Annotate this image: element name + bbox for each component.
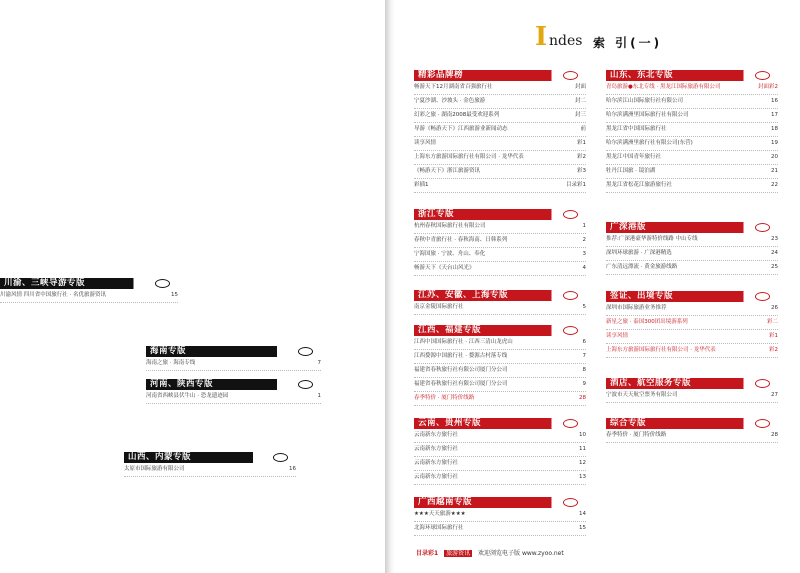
index-entry[interactable]	[606, 233, 778, 247]
index-entry[interactable]	[414, 109, 586, 123]
entry-text: 福建省春秋旅行社有限公司厦门分公司	[414, 367, 508, 373]
section-title: 河南、陕西专版	[150, 379, 214, 389]
section-header	[606, 418, 778, 429]
section-guangdong	[606, 222, 778, 275]
index-entry[interactable]	[606, 109, 778, 123]
circle-icon	[298, 380, 313, 389]
circle-icon	[298, 347, 313, 356]
entry-page: 14	[577, 508, 586, 521]
entry-page: 27	[769, 389, 778, 402]
entry-text: 河南省西峡县伏牛山 · 恐龙遗迹园	[146, 393, 229, 399]
entry-page: 目录彩1	[564, 179, 586, 192]
entry-text: 宁波市天天航空票务有限公司	[606, 392, 678, 398]
footer-site-link[interactable]: 欢迎浏览电子版 www.zyoo.net	[478, 550, 564, 557]
section-shandong	[606, 70, 778, 193]
entry-text: 牡丹江国旅 · 镜泊湖	[606, 168, 656, 174]
circle-icon	[563, 71, 578, 80]
circle-icon	[563, 419, 578, 428]
index-entry[interactable]	[606, 81, 778, 95]
index-entry[interactable]	[606, 165, 778, 179]
section-jiangxi	[414, 325, 586, 406]
section-header	[414, 209, 586, 220]
entry-text: 宁海国旅 · 宁波、舟山、奉化	[414, 251, 486, 257]
circle-icon	[755, 223, 770, 232]
section-title: 山西、内蒙专版	[128, 452, 192, 462]
section-sichuan	[0, 278, 178, 303]
entry-text: 深圳市国际旅游业务推荐	[606, 305, 667, 311]
entry-page: 5	[581, 301, 587, 314]
entry-page: 24	[769, 247, 778, 260]
section-jiangsu	[414, 290, 586, 315]
index-entry[interactable]	[414, 457, 586, 471]
circle-icon	[273, 453, 288, 462]
index-entry[interactable]	[414, 443, 586, 457]
entry-page: 28	[769, 429, 778, 442]
entry-text: 畅游天下《天台山风光》	[414, 265, 475, 271]
index-entry[interactable]	[414, 301, 586, 315]
section-title: 广深港版	[610, 222, 647, 232]
entry-page: 20	[769, 151, 778, 164]
entry-page: 25	[769, 261, 778, 274]
section-title: 江苏、安徽、上海专版	[418, 290, 509, 300]
section-title: 山东、东北专版	[610, 70, 674, 80]
entry-text: 川渝风情 四川省中国旅行社 · 名优旅游资讯	[0, 292, 106, 298]
section-header	[606, 291, 778, 302]
section-qianzheng	[606, 291, 778, 358]
entry-text: 哈尔滨满洲里国际旅行社有限公司	[606, 112, 689, 118]
entry-text: 深圳环球旅游 · 广深港精选	[606, 250, 672, 256]
entry-page: 2	[581, 234, 587, 247]
title-rest: ndes	[549, 33, 583, 49]
entry-page: 16	[769, 95, 778, 108]
footer-brand: 旅游资讯	[446, 550, 471, 557]
circle-icon	[563, 210, 578, 219]
entry-page: 19	[769, 137, 778, 150]
entry-page: 9	[581, 378, 587, 391]
index-entry[interactable]	[606, 316, 778, 330]
entry-text: 哈尔滨江山国际旅行社有限公司	[606, 98, 684, 104]
index-entry[interactable]	[414, 81, 586, 95]
entry-page: 17	[769, 109, 778, 122]
section-header	[0, 278, 178, 289]
entry-text: 江西中国国际旅行社 · 江西三清山龙虎山	[414, 339, 513, 345]
entry-text: 黑龙江省松花江旅游旅行社	[606, 182, 673, 188]
index-entry[interactable]	[414, 220, 586, 234]
section-title: 广西越南专版	[418, 497, 473, 507]
entry-page: 16	[287, 463, 296, 476]
index-entry[interactable]	[414, 262, 586, 276]
section-title: 精彩品牌榜	[418, 70, 464, 80]
entry-page: 23	[769, 233, 778, 246]
entry-text: 宁夏沙湖、沙坡头 · 金色旅游	[414, 98, 486, 104]
entry-text: 云南新东方旅行社	[414, 446, 459, 452]
entry-text: 彩插1	[414, 182, 429, 188]
entry-page: 6	[581, 336, 587, 349]
circle-icon	[755, 71, 770, 80]
entry-text: ★★★天天旅游★★★	[414, 511, 466, 517]
index-entry[interactable]	[606, 123, 778, 137]
entry-page: 26	[769, 302, 778, 315]
entry-text: 南京金陵国际旅行社	[414, 304, 464, 310]
section-title: 综合专版	[610, 418, 647, 428]
section-jiudian	[606, 378, 778, 403]
index-entry[interactable]	[606, 344, 778, 358]
entry-page: 15	[169, 289, 178, 302]
section-header	[414, 497, 586, 508]
entry-page: 10	[577, 429, 586, 442]
entry-text: 北海环球国际旅行社	[414, 525, 464, 531]
entry-page: 11	[577, 443, 586, 456]
section-header	[414, 290, 586, 301]
entry-text: 幻彩之旅 · 湖南2008最受欢迎系列	[414, 112, 500, 118]
entry-text: 畅游天下12月湖南省百强旅行社	[414, 84, 493, 90]
entry-text: 福建省春秋旅行社有限公司厦门分公司	[414, 381, 508, 387]
section-zhejiang	[414, 209, 586, 276]
circle-icon	[755, 419, 770, 428]
section-title: 签证、出境专版	[610, 291, 674, 301]
index-entry[interactable]	[414, 151, 586, 165]
entry-text: 哈尔滨满洲里旅行社有限公司(东营)	[606, 140, 693, 146]
title-chinese: 索 引(一)	[593, 36, 663, 50]
entry-page: 12	[577, 457, 586, 470]
circle-icon	[563, 326, 578, 335]
entry-page: 1	[581, 220, 587, 233]
circle-icon	[755, 292, 770, 301]
index-entry[interactable]	[414, 165, 586, 179]
footer-page-label: 目录彩1	[416, 550, 439, 557]
entry-text: 太原市国际旅游有限公司	[124, 466, 185, 472]
section-hainan	[146, 346, 321, 371]
entry-text: 江西婺源中国旅行社 · 婺源古村落专线	[414, 353, 508, 359]
entry-page: 7	[316, 357, 322, 370]
entry-page: 21	[769, 165, 778, 178]
section-header	[146, 346, 321, 357]
section-header	[124, 452, 296, 463]
index-entry[interactable]	[414, 336, 586, 350]
index-entry[interactable]	[606, 151, 778, 165]
section-header	[606, 222, 778, 233]
entry-text: 海南之旅 · 海南专线	[146, 360, 196, 366]
entry-page: 封面彩2	[756, 81, 778, 94]
entry-text: 云南新东方旅行社	[414, 460, 459, 466]
entry-text: 新星之旅 · 泰国300团出境游系列	[606, 319, 688, 325]
entry-text: 导游《畅游天下》江西旅游业新闻动态	[414, 126, 508, 132]
circle-icon	[155, 279, 170, 288]
section-header	[606, 378, 778, 389]
entry-page: 封二	[573, 95, 586, 108]
circle-icon	[563, 291, 578, 300]
entry-text: 黑龙江中国青年旅行社	[606, 154, 662, 160]
entry-text: 云南新东方旅行社	[414, 474, 459, 480]
entry-text: 读享风情	[606, 333, 629, 339]
index-entry[interactable]	[414, 248, 586, 262]
entry-page: 1	[316, 390, 322, 403]
index-entry[interactable]	[414, 522, 586, 536]
entry-page: 彩1	[767, 330, 778, 343]
index-entry[interactable]	[414, 350, 586, 364]
index-entry[interactable]	[0, 289, 178, 303]
entry-page: 13	[577, 471, 586, 484]
page-spine	[385, 0, 395, 573]
entry-page: 18	[769, 123, 778, 136]
section-jingcai	[414, 70, 586, 193]
index-entry[interactable]	[146, 390, 321, 404]
entry-text: 广东清远漂流 · 黄金旅游线路	[606, 264, 678, 270]
index-entry[interactable]	[414, 378, 586, 392]
section-title: 海南专版	[150, 346, 187, 356]
section-header	[414, 325, 586, 336]
index-entry[interactable]	[414, 137, 586, 151]
section-shanxi	[124, 452, 296, 477]
section-yunnan	[414, 418, 586, 485]
page-footer	[416, 548, 564, 557]
entry-text: 上海东方旅游国际旅行社有限公司 · 龙华代表	[414, 154, 524, 160]
index-entry[interactable]	[606, 330, 778, 344]
section-title: 云南、贵州专版	[418, 418, 482, 428]
entry-page: 22	[769, 179, 778, 192]
index-entry[interactable]	[414, 392, 586, 406]
section-title: 酒店、航空服务专版	[610, 378, 692, 388]
section-title: 江西、福建专版	[418, 325, 482, 335]
index-entry[interactable]	[606, 429, 778, 443]
index-entry[interactable]	[606, 261, 778, 275]
entry-text: 青岛旅游●东北专线 · 黑龙江国际旅游有限公司	[606, 84, 721, 90]
entry-page: 3	[581, 248, 587, 261]
index-entry[interactable]	[414, 95, 586, 109]
section-title: 浙江专版	[418, 209, 455, 219]
entry-text: 杭州春秋国际旅行社有限公司	[414, 223, 486, 229]
entry-page: 封三	[573, 109, 586, 122]
index-entry[interactable]	[606, 95, 778, 109]
entry-page: 8	[581, 364, 587, 377]
section-title: 川渝、三峡导游专版	[4, 278, 86, 288]
section-header	[146, 379, 321, 390]
entry-page: 彩3	[575, 165, 586, 178]
index-entry[interactable]	[414, 429, 586, 443]
entry-page: 28	[577, 392, 586, 405]
index-entry[interactable]	[606, 179, 778, 193]
entry-page: 封面	[573, 81, 586, 94]
entry-page: 前	[578, 123, 586, 136]
entry-page: 7	[581, 350, 587, 363]
section-guangxi	[414, 497, 586, 536]
entry-page: 彩二	[765, 316, 778, 329]
circle-icon	[755, 379, 770, 388]
index-entry[interactable]	[414, 471, 586, 485]
entry-text: 云南新东方旅行社	[414, 432, 459, 438]
entry-text: 春季特价 · 厦门特价线路	[606, 432, 667, 438]
entry-text: 读享风情	[414, 140, 437, 146]
entry-page: 彩2	[575, 151, 586, 164]
entry-page: 4	[581, 262, 587, 275]
section-zonghe	[606, 418, 778, 443]
entry-text: 上海东方旅游国际旅行社有限公司 · 龙华代表	[606, 347, 716, 353]
index-entry[interactable]	[606, 137, 778, 151]
section-henan	[146, 379, 321, 404]
entry-text: 推荐:广深港豪华游特价线路 中山专线	[606, 236, 698, 242]
index-entry[interactable]	[414, 123, 586, 137]
index-entry[interactable]	[414, 508, 586, 522]
index-entry[interactable]	[124, 463, 296, 477]
entry-text: 《畅游天下》浙江旅游资讯	[414, 168, 481, 174]
entry-text: 黑龙江省中国国际旅行社	[606, 126, 667, 132]
index-entry[interactable]	[606, 302, 778, 316]
index-entry[interactable]	[414, 234, 586, 248]
section-header	[414, 70, 586, 81]
entry-page: 彩2	[767, 344, 778, 357]
entry-page: 彩1	[575, 137, 586, 150]
index-entry[interactable]	[606, 389, 778, 403]
section-header	[606, 70, 778, 81]
circle-icon	[563, 498, 578, 507]
index-entry[interactable]	[146, 357, 321, 371]
index-entry[interactable]	[606, 247, 778, 261]
title-initial: I	[535, 22, 548, 52]
index-entry[interactable]	[414, 364, 586, 378]
entry-text: 春季特价 · 厦门特价线路	[414, 395, 475, 401]
entry-page: 15	[577, 522, 586, 535]
section-header	[414, 418, 586, 429]
index-entry[interactable]	[414, 179, 586, 193]
entry-text: 春秋中青旅行社 · 春秋海南、日韩系列	[414, 237, 508, 243]
